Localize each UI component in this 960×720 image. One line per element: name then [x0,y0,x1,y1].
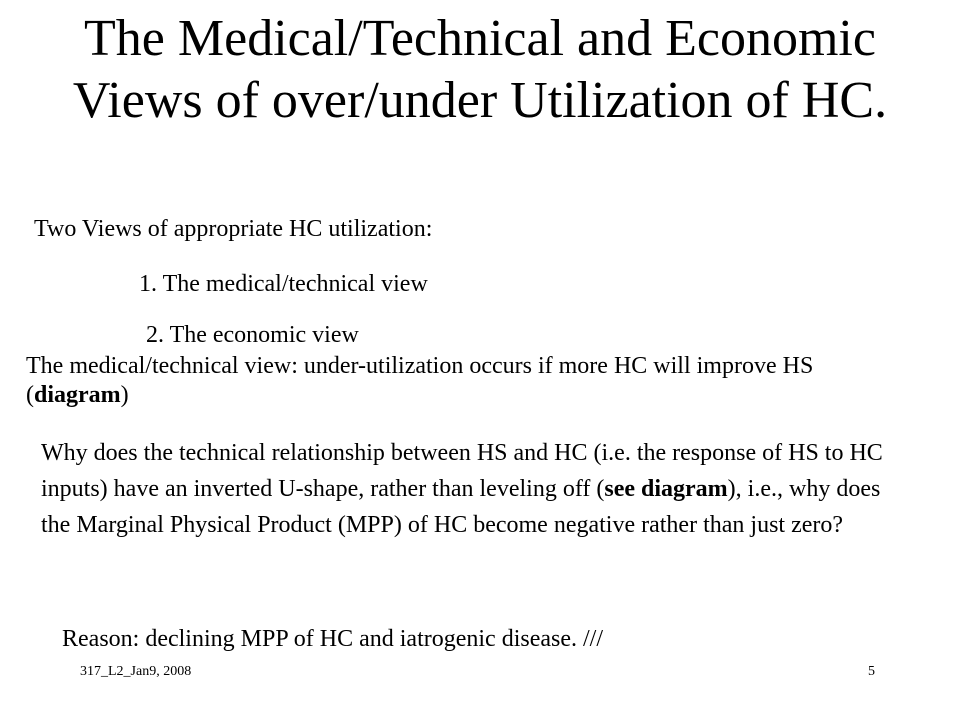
view-item-economic: 2. The economic view [146,322,359,348]
see-diagram-reference: see diagram [604,476,728,502]
page-number: 5 [868,664,875,679]
intro-text: Two Views of appropriate HC utilization: [34,216,433,242]
diagram-reference: diagram [34,382,121,408]
view-item-medical: 1. The medical/technical view [139,271,428,297]
question-paragraph [41,435,901,543]
slide-title: The Medical/Technical and Economic Views of over/under Utilization of HC. [72,10,888,129]
reason-text: Reason: declining MPP of HC and iatrogenic disease. /// [62,626,604,652]
question-text-end: ), i.e., why does the Marginal Physical Product (MPP) of HC become negative rather than just zero? [41,476,881,538]
medical-view-text-end: ) [120,382,129,408]
medical-view-text: The medical/technical view: under-utilization occurs if more HC will improve HS ( [26,353,814,408]
question-text: Why does the technical relationship between HS and HC (i.e. the response of HS to HC inputs) have an inverted U-shape, rather than leveling off ( [41,440,883,502]
footer-date: 317_L2_Jan9, 2008 [80,664,192,679]
medical-view-paragraph [26,352,906,410]
